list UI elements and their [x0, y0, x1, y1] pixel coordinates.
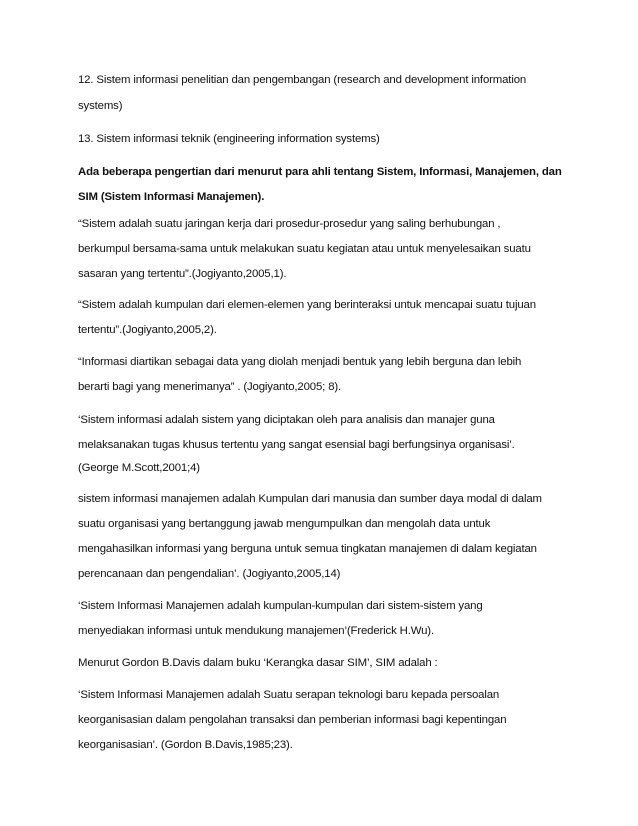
definition-sim-davis-line-2: keorganisasian dalam pengolahan transaksi dan pemberian informasi bagi kepentingan [78, 714, 507, 726]
definition-sistem-1-line-2: berkumpul bersama-sama untuk melakukan suatu kegiatan atau untuk menyelesaikan suatu [78, 243, 531, 255]
definition-sim-davis-line-1: ‘Sistem Informasi Manajemen adalah Suatu serapan teknologi baru kepada persoalan [78, 689, 500, 701]
definition-sistem-informasi-citation: (George M.Scott,2001;4) [78, 462, 200, 474]
definition-sim-2-line-1: ‘Sistem Informasi Manajemen adalah kumpulan-kumpulan dari sistem-sistem yang [78, 600, 483, 612]
definition-sistem-2-line-1: “Sistem adalah kumpulan dari elemen-elemen yang berinteraksi untuk mencapai suatu tujuan [78, 299, 536, 311]
definition-sistem-informasi-line-2: melaksanakan tugas khusus tertentu yang sangat esensial bagi berfungsinya organisasi’. [78, 439, 515, 451]
definition-sim-1-line-3: mengahasilkan informasi yang berguna untuk semua tingkatan manajemen di dalam kegiatan [78, 543, 537, 555]
definition-sim-davis-line-3: keorganisasian’. (Gordon B.Davis,1985;23). [78, 739, 293, 751]
davis-intro: Menurut Gordon B.Davis dalam buku ‘Kerangka dasar SIM’, SIM adalah : [78, 657, 438, 669]
list-item-12-line-2: systems) [78, 100, 123, 112]
definition-sim-1-line-4: perencanaan dan pengendalian’. (Jogiyanto,2005,14) [78, 568, 341, 580]
section-heading-line-1: Ada beberapa pengertian dari menurut para ahli tentang Sistem, Informasi, Manajemen, dan [78, 166, 562, 178]
definition-sistem-1-line-3: sasaran yang tertentu”.(Jogiyanto,2005,1). [78, 268, 287, 280]
definition-sim-1-line-2: suatu organisasi yang bertanggung jawab mengumpulkan dan mengolah data untuk [78, 518, 491, 530]
definition-sim-2-line-2: menyediakan informasi untuk mendukung manajemen’(Frederick H.Wu). [78, 625, 434, 637]
definition-sistem-informasi-line-1: ‘Sistem informasi adalah sistem yang diciptakan oleh para analisis dan manajer guna [78, 414, 495, 426]
definition-informasi-line-1: “Informasi diartikan sebagai data yang diolah menjadi bentuk yang lebih berguna dan lebih [78, 356, 522, 368]
definition-sistem-2-line-2: tertentu”.(Jogiyanto,2005,2). [78, 324, 217, 336]
definition-sistem-1-line-1: “Sistem adalah suatu jaringan kerja dari prosedur-prosedur yang saling berhubungan , [78, 218, 501, 230]
list-item-13: 13. Sistem informasi teknik (engineering information systems) [78, 133, 380, 145]
definition-sim-1-line-1: sistem informasi manajemen adalah Kumpulan dari manusia dan sumber daya modal di dalam [78, 493, 542, 505]
list-item-12-line-1: 12. Sistem informasi penelitian dan pengembangan (research and development information [78, 74, 527, 86]
definition-informasi-line-2: berarti bagi yang menerimanya” . (Jogiyanto,2005; 8). [78, 381, 342, 393]
section-heading-line-2: SIM (Sistem Informasi Manajemen). [78, 191, 265, 203]
